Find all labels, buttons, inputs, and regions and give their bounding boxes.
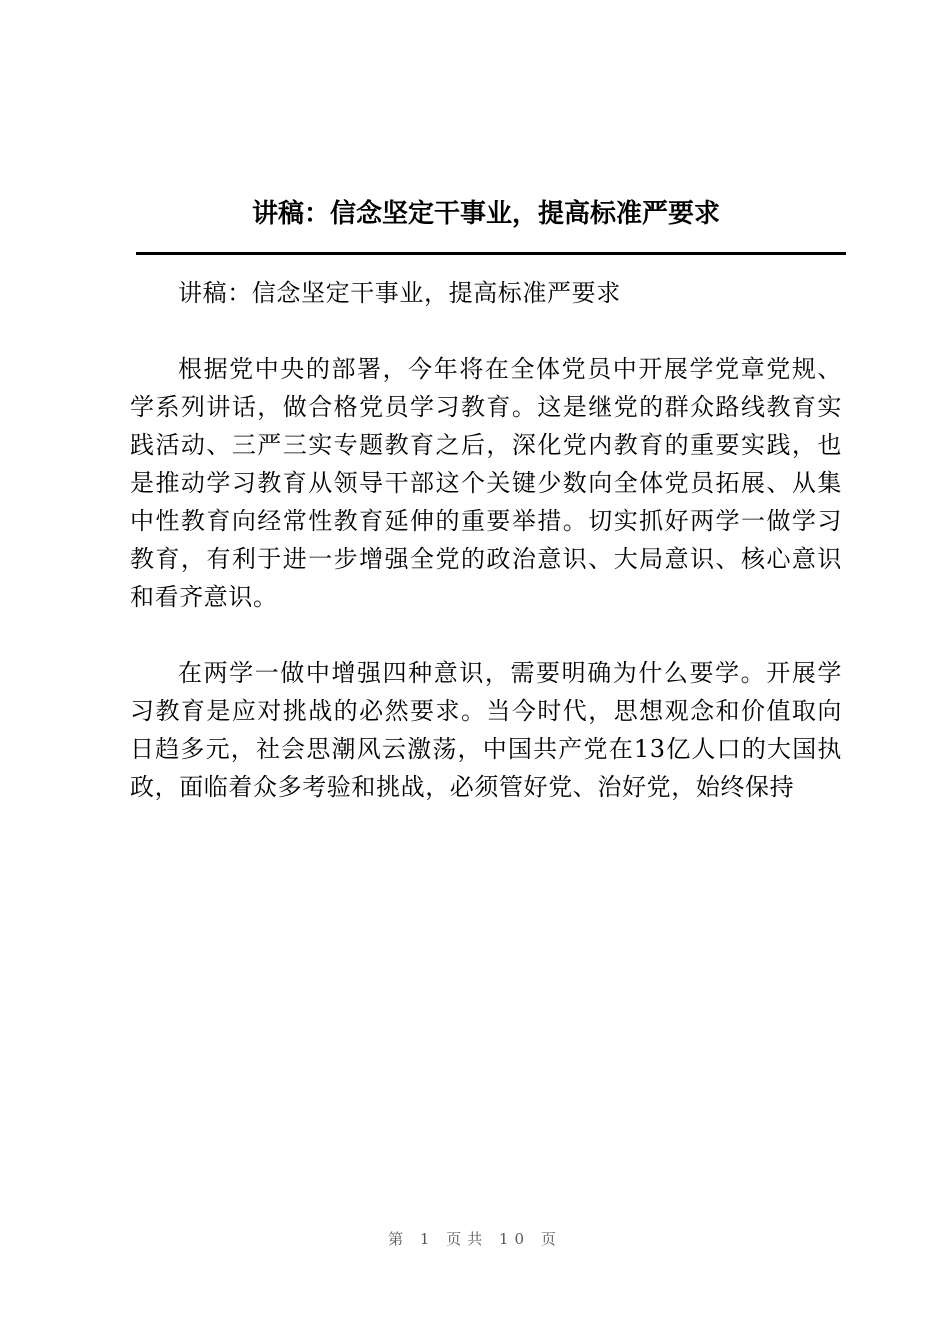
page-footer: 第 1 页共 10 页 (388, 1230, 562, 1248)
document-title: 讲稿：信念坚定干事业，提高标准严要求 (251, 199, 720, 229)
title-underline-divider (136, 252, 846, 255)
paragraph-1: 讲稿：信念坚定干事业，提高标准严要求 (178, 279, 621, 307)
document-body (130, 274, 842, 844)
paragraph-2: 根据党中央的部署，今年将在全体党员中开展学党章党规、学系列讲话，做合格党员学习教育。这是继党的群众路线教育实践活动、三严三实专题教育之后，深化党内教育的重要实践，也是推动学习教育从领导干部这个关键少数向全体党员拓展、从集中性教育向经常性教育延伸的重要举措。切实抓好两学一做学习教育，有利于进一步增强全党的政治意识、大局意识、核心意识和看齐意识。 (130, 355, 842, 611)
paragraph-3: 在两学一做中增强四种意识，需要明确为什么要学。开展学习教育是应对挑战的必然要求。当今时代，思想观念和价值取向日趋多元，社会思潮风云激荡，中国共产党在13亿人口的大国执政，面临着众多考验和挑战，必须管好党、治好党，始终保持 (130, 659, 842, 801)
